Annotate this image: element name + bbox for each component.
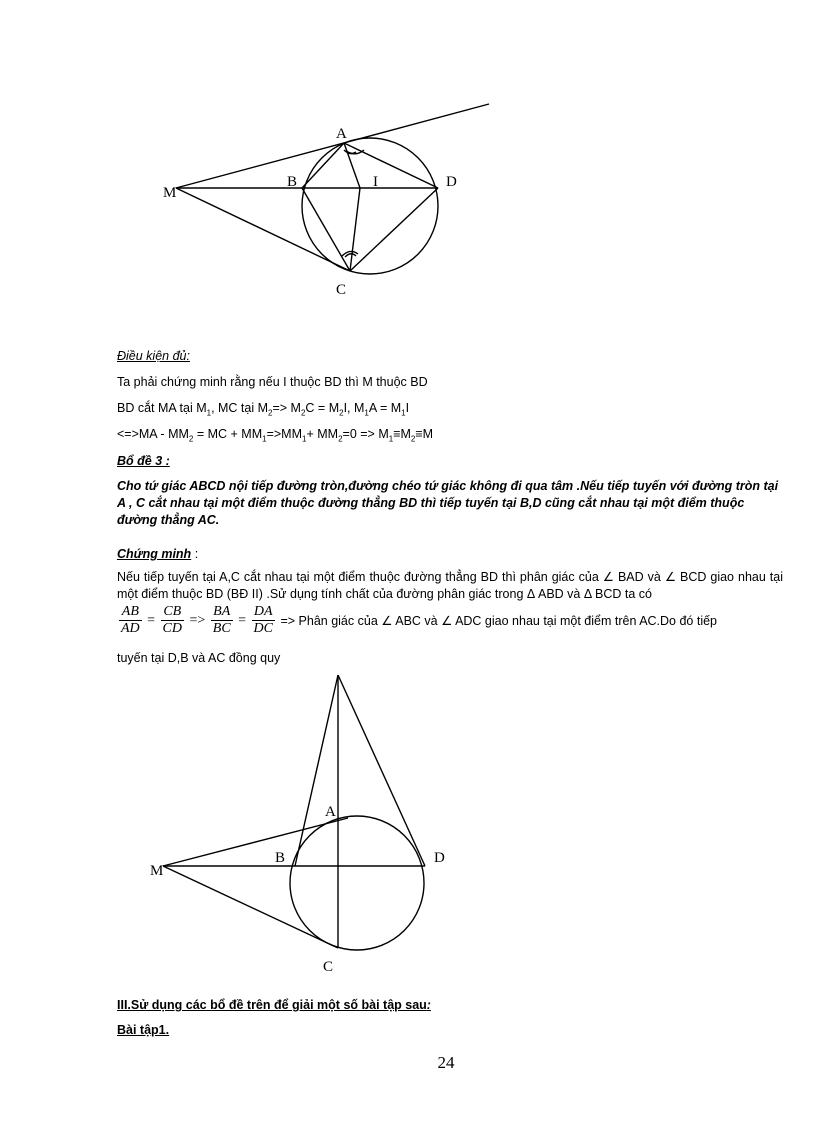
- fig1-label-a: A: [336, 126, 347, 142]
- implies-sign: =>: [189, 612, 206, 628]
- fraction-da-dc: $\frac{DA}{DC}$: [253, 604, 273, 636]
- fraction-ab-ad: $\frac{AB}{AD}$: [121, 604, 140, 636]
- fig2-label-m: M: [150, 863, 164, 879]
- proof-heading: Chứng minh: [117, 547, 192, 561]
- proof-text: Nếu tiếp tuyến tại A,C cắt nhau tại một điểm thuộc đường thẳng BD thì phân giác của ∠ BAD và ∠ BCD giao nhau tại một điểm thuộc BD (BĐ II) .Sử dụng tính chất của đường phân giác trong Δ ABD và Δ BCD ta có: [117, 570, 783, 601]
- fig2-circle: [290, 816, 424, 950]
- sufficient-line-3: $<=>MA - MM_2$ = MC + $MM_1=>MM_1+ MM_2=0 => M_1\equiv M_2\equiv M$: [117, 427, 434, 444]
- fig1-label-c: C: [336, 282, 347, 298]
- fraction-cb-cd: $\frac{CB}{CD}$: [162, 604, 182, 636]
- equals-sign-2: =: [238, 612, 247, 628]
- fig2-line-mc: [163, 866, 338, 948]
- fig1-label-b: B: [287, 174, 298, 190]
- fig1-label-d: D: [446, 174, 457, 190]
- lemma-3-statement: Cho tứ giác ABCD nội tiếp đường tròn,đường chéo tứ giác không đi qua tâm .Nếu tiếp tuyến với đường tròn tại A , C cắt nhau tại một điểm thuộc đường thẳng BD thì tiếp tuyến tại B,D cũng cắt nhau tại một điểm thuộc đường thẳng AC.: [117, 479, 779, 527]
- fig1-label-m: M: [163, 185, 177, 201]
- fraction-ba-bc: $\frac{BA}{BC}$: [212, 604, 231, 636]
- fig2-line-tb: [295, 675, 338, 866]
- sufficient-line-2: BD cắt MA tại $M_1$, MC tại $M_2=> M_2C = M_2I$, $M_1A = M_1I$: [117, 401, 410, 418]
- sufficient-line-1: Ta phải chứng minh rằng nếu I thuộc BD thì M thuộc BD: [117, 375, 428, 389]
- sufficient-condition-heading: Điều kiện đủ:: [117, 349, 190, 363]
- fig2-label-a: A: [325, 804, 336, 820]
- fig2-label-c: C: [323, 959, 334, 975]
- fig2-line-td: [338, 675, 425, 866]
- fig2-label-d: D: [434, 850, 445, 866]
- section-3-heading-row: [117, 997, 431, 1013]
- section-3-heading-tail: :: [426, 998, 431, 1012]
- fig2-line-ma: [163, 818, 348, 866]
- proof-text-3: tuyến tại D,B và AC đồng quy: [117, 651, 281, 665]
- proof-colon: :: [194, 547, 199, 561]
- fig1-label-i: I: [373, 174, 378, 190]
- proof-text-2: => Phân giác của ∠ ABC và ∠ ADC giao nhau tại một điểm trên AC.Do đó tiếp: [280, 614, 718, 628]
- fig2-label-b: B: [275, 850, 286, 866]
- lemma-3-title: Bổ đề 3 :: [117, 454, 170, 468]
- page-number: 24: [437, 1053, 455, 1072]
- section-3-heading: III.Sử dụng các bổ đề trên để giải một số bài tập sau: [117, 998, 427, 1012]
- exercise-1-label: Bài tập1.: [117, 1023, 170, 1037]
- equals-sign: =: [147, 612, 156, 628]
